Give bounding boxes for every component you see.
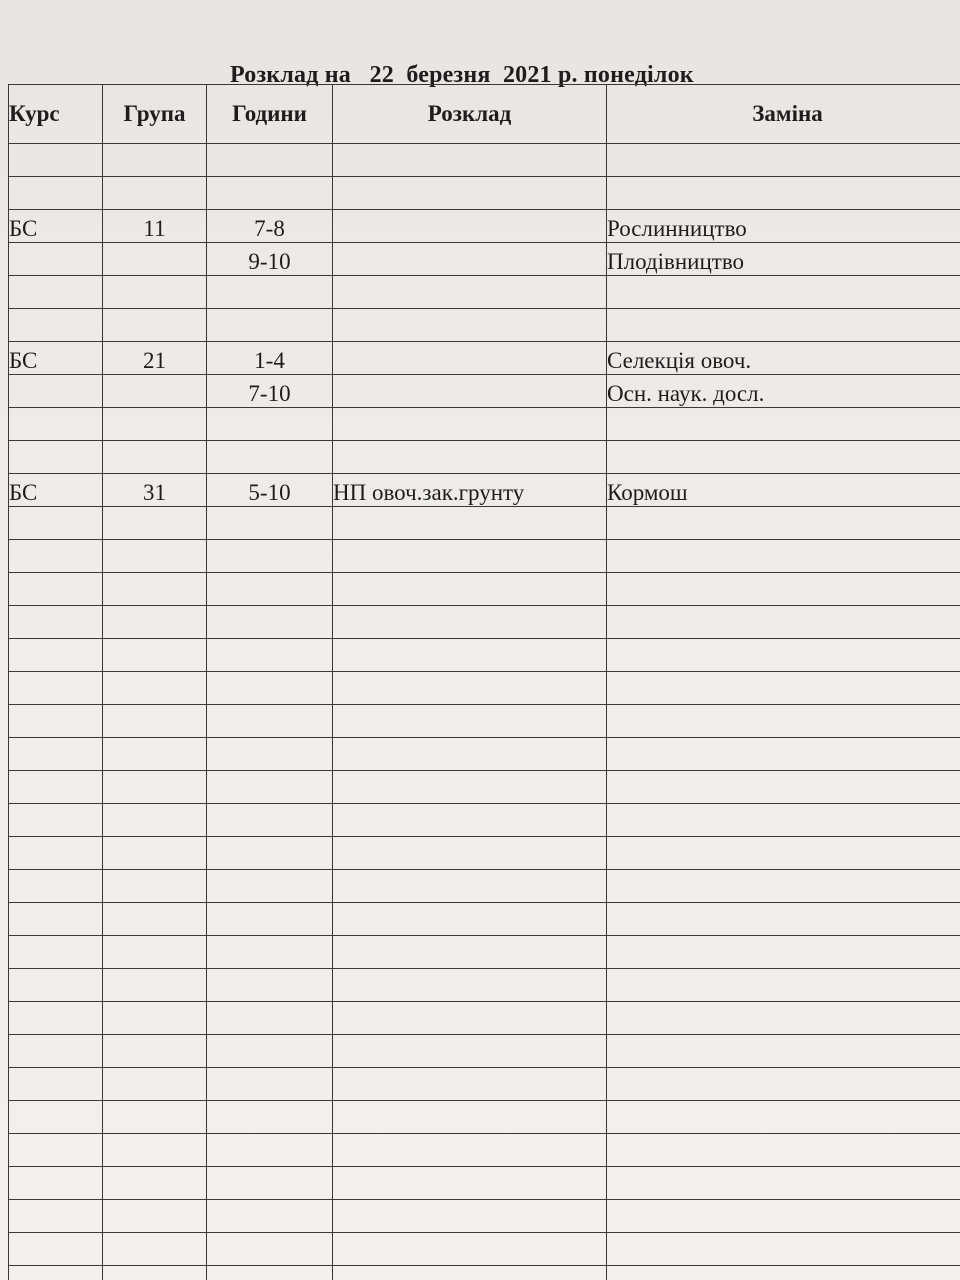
table-row: [9, 144, 960, 177]
cell-kurs: [9, 738, 103, 771]
column-header-zamina: Заміна: [607, 85, 960, 144]
cell-hodyny: 7-10: [207, 375, 333, 408]
cell-kurs: [9, 1101, 103, 1134]
cell-zamina: [607, 1101, 960, 1134]
cell-grupa: [103, 540, 207, 573]
cell-grupa: [103, 969, 207, 1002]
cell-grupa: [103, 936, 207, 969]
cell-kurs: [9, 639, 103, 672]
cell-rozklad: [333, 342, 607, 375]
cell-zamina: [607, 309, 960, 342]
cell-rozklad: [333, 1002, 607, 1035]
cell-rozklad: [333, 969, 607, 1002]
cell-hodyny: [207, 1134, 333, 1167]
table-row: [9, 672, 960, 705]
table-row: [9, 276, 960, 309]
cell-hodyny: [207, 144, 333, 177]
cell-grupa: [103, 1167, 207, 1200]
cell-kurs: [9, 1266, 103, 1280]
cell-rozklad: [333, 1167, 607, 1200]
cell-rozklad: [333, 276, 607, 309]
cell-hodyny: [207, 1233, 333, 1266]
table-row: [9, 408, 960, 441]
cell-kurs: [9, 969, 103, 1002]
cell-grupa: [103, 243, 207, 276]
cell-hodyny: 9-10: [207, 243, 333, 276]
cell-grupa: [103, 1002, 207, 1035]
cell-rozklad: [333, 837, 607, 870]
table-row: [9, 573, 960, 606]
cell-rozklad: [333, 738, 607, 771]
table-row: [9, 441, 960, 474]
table-row: [9, 771, 960, 804]
cell-kurs: [9, 243, 103, 276]
header-row: [9, 85, 960, 144]
cell-hodyny: [207, 540, 333, 573]
cell-grupa: [103, 177, 207, 210]
cell-rozklad: [333, 375, 607, 408]
column-header-hodyny: Години: [207, 85, 333, 144]
column-header-rozklad: Розклад: [333, 85, 607, 144]
cell-hodyny: [207, 177, 333, 210]
cell-grupa: [103, 507, 207, 540]
cell-zamina: [607, 1233, 960, 1266]
table-row: [9, 639, 960, 672]
table-row: [9, 540, 960, 573]
cell-kurs: [9, 1233, 103, 1266]
cell-rozklad: [333, 903, 607, 936]
cell-zamina: [607, 177, 960, 210]
cell-zamina: [607, 1266, 960, 1280]
cell-rozklad: [333, 1200, 607, 1233]
cell-grupa: [103, 804, 207, 837]
table-row: [9, 1002, 960, 1035]
cell-grupa: [103, 408, 207, 441]
cell-kurs: [9, 870, 103, 903]
cell-zamina: [607, 1068, 960, 1101]
cell-zamina: [607, 771, 960, 804]
cell-grupa: [103, 573, 207, 606]
cell-kurs: [9, 375, 103, 408]
cell-grupa: [103, 738, 207, 771]
table-row: [9, 870, 960, 903]
cell-rozklad: [333, 540, 607, 573]
cell-kurs: БС: [9, 342, 103, 375]
table-row: [9, 1068, 960, 1101]
cell-rozklad: [333, 1035, 607, 1068]
cell-zamina: [607, 1167, 960, 1200]
cell-hodyny: [207, 1101, 333, 1134]
cell-hodyny: [207, 804, 333, 837]
cell-hodyny: [207, 639, 333, 672]
cell-kurs: БС: [9, 474, 103, 507]
cell-zamina: Плодівництво: [607, 243, 960, 276]
cell-grupa: [103, 1134, 207, 1167]
cell-zamina: [607, 936, 960, 969]
cell-hodyny: [207, 1200, 333, 1233]
column-header-grupa: Група: [103, 85, 207, 144]
table-row: [9, 177, 960, 210]
cell-kurs: [9, 144, 103, 177]
table-row: [9, 474, 960, 507]
cell-grupa: 11: [103, 210, 207, 243]
cell-hodyny: [207, 705, 333, 738]
cell-hodyny: [207, 507, 333, 540]
table-row: [9, 1233, 960, 1266]
cell-rozklad: [333, 507, 607, 540]
cell-rozklad: [333, 573, 607, 606]
cell-kurs: [9, 771, 103, 804]
cell-rozklad: [333, 243, 607, 276]
cell-zamina: [607, 276, 960, 309]
cell-zamina: [607, 969, 960, 1002]
cell-zamina: [607, 1134, 960, 1167]
cell-hodyny: [207, 903, 333, 936]
cell-grupa: [103, 1233, 207, 1266]
cell-kurs: [9, 903, 103, 936]
cell-hodyny: [207, 276, 333, 309]
cell-rozklad: [333, 771, 607, 804]
table-row: [9, 342, 960, 375]
cell-grupa: [103, 870, 207, 903]
cell-rozklad: [333, 441, 607, 474]
cell-kurs: БС: [9, 210, 103, 243]
cell-grupa: [103, 705, 207, 738]
cell-kurs: [9, 606, 103, 639]
cell-rozklad: [333, 639, 607, 672]
schedule-body: [9, 144, 960, 1280]
table-row: [9, 1035, 960, 1068]
cell-grupa: 31: [103, 474, 207, 507]
cell-grupa: [103, 441, 207, 474]
cell-hodyny: [207, 573, 333, 606]
cell-hodyny: 1-4: [207, 342, 333, 375]
cell-grupa: [103, 606, 207, 639]
cell-zamina: [607, 705, 960, 738]
cell-hodyny: [207, 969, 333, 1002]
cell-hodyny: [207, 738, 333, 771]
cell-rozklad: [333, 177, 607, 210]
cell-zamina: [607, 1035, 960, 1068]
cell-zamina: Селекція овоч.: [607, 342, 960, 375]
cell-kurs: [9, 177, 103, 210]
cell-grupa: 21: [103, 342, 207, 375]
cell-grupa: [103, 1266, 207, 1280]
cell-rozklad: [333, 408, 607, 441]
cell-grupa: [103, 309, 207, 342]
cell-zamina: Кормош: [607, 474, 960, 507]
schedule-table: [8, 84, 960, 1280]
table-row: [9, 243, 960, 276]
table-row: [9, 606, 960, 639]
table-row: [9, 1101, 960, 1134]
cell-zamina: [607, 408, 960, 441]
cell-hodyny: [207, 1266, 333, 1280]
table-row: [9, 837, 960, 870]
cell-zamina: [607, 738, 960, 771]
cell-zamina: [607, 639, 960, 672]
cell-kurs: [9, 1200, 103, 1233]
cell-hodyny: [207, 672, 333, 705]
table-row: [9, 1134, 960, 1167]
cell-hodyny: [207, 936, 333, 969]
cell-rozklad: [333, 1134, 607, 1167]
cell-hodyny: [207, 837, 333, 870]
cell-kurs: [9, 1002, 103, 1035]
cell-grupa: [103, 672, 207, 705]
cell-kurs: [9, 1068, 103, 1101]
cell-rozklad: [333, 210, 607, 243]
cell-hodyny: [207, 408, 333, 441]
cell-zamina: [607, 144, 960, 177]
cell-kurs: [9, 276, 103, 309]
page-title: Розклад на 22 березня 2021 р. понеділок: [230, 62, 694, 88]
cell-zamina: [607, 903, 960, 936]
cell-rozklad: [333, 936, 607, 969]
cell-hodyny: [207, 870, 333, 903]
table-row: [9, 1200, 960, 1233]
cell-kurs: [9, 309, 103, 342]
cell-rozklad: [333, 804, 607, 837]
cell-rozklad: [333, 144, 607, 177]
cell-rozklad: [333, 870, 607, 903]
cell-rozklad: [333, 309, 607, 342]
cell-hodyny: 7-8: [207, 210, 333, 243]
cell-rozklad: [333, 1233, 607, 1266]
cell-hodyny: [207, 606, 333, 639]
cell-kurs: [9, 573, 103, 606]
cell-grupa: [103, 375, 207, 408]
cell-grupa: [103, 903, 207, 936]
table-row: [9, 969, 960, 1002]
cell-kurs: [9, 936, 103, 969]
table-row: [9, 507, 960, 540]
cell-kurs: [9, 1035, 103, 1068]
table-row: [9, 738, 960, 771]
cell-grupa: [103, 1200, 207, 1233]
table-row: [9, 375, 960, 408]
cell-rozklad: [333, 1266, 607, 1280]
cell-hodyny: [207, 1002, 333, 1035]
cell-kurs: [9, 804, 103, 837]
cell-grupa: [103, 771, 207, 804]
cell-hodyny: 5-10: [207, 474, 333, 507]
cell-kurs: [9, 441, 103, 474]
cell-hodyny: [207, 1167, 333, 1200]
cell-grupa: [103, 144, 207, 177]
cell-zamina: [607, 672, 960, 705]
cell-zamina: Осн. наук. досл.: [607, 375, 960, 408]
cell-hodyny: [207, 1035, 333, 1068]
cell-zamina: [607, 540, 960, 573]
table-row: [9, 1167, 960, 1200]
cell-zamina: [607, 837, 960, 870]
cell-zamina: [607, 1002, 960, 1035]
table-row: [9, 936, 960, 969]
cell-rozklad: [333, 1068, 607, 1101]
cell-kurs: [9, 408, 103, 441]
cell-rozklad: [333, 672, 607, 705]
cell-kurs: [9, 507, 103, 540]
table-row: [9, 705, 960, 738]
table-row: [9, 309, 960, 342]
cell-grupa: [103, 639, 207, 672]
cell-rozklad: НП овоч.зак.грунту: [333, 474, 607, 507]
cell-kurs: [9, 1134, 103, 1167]
cell-zamina: [607, 441, 960, 474]
cell-zamina: [607, 573, 960, 606]
cell-hodyny: [207, 1068, 333, 1101]
cell-kurs: [9, 705, 103, 738]
cell-grupa: [103, 837, 207, 870]
table-row: [9, 903, 960, 936]
cell-zamina: [607, 507, 960, 540]
column-header-kurs: Курс: [9, 85, 103, 144]
cell-zamina: Рослинництво: [607, 210, 960, 243]
cell-hodyny: [207, 309, 333, 342]
cell-grupa: [103, 1101, 207, 1134]
cell-kurs: [9, 672, 103, 705]
table-row: [9, 210, 960, 243]
cell-grupa: [103, 1068, 207, 1101]
cell-grupa: [103, 1035, 207, 1068]
cell-zamina: [607, 1200, 960, 1233]
cell-rozklad: [333, 606, 607, 639]
cell-zamina: [607, 870, 960, 903]
cell-zamina: [607, 606, 960, 639]
cell-kurs: [9, 1167, 103, 1200]
cell-hodyny: [207, 441, 333, 474]
cell-kurs: [9, 540, 103, 573]
table-row: [9, 804, 960, 837]
cell-hodyny: [207, 771, 333, 804]
cell-rozklad: [333, 705, 607, 738]
cell-rozklad: [333, 1101, 607, 1134]
cell-kurs: [9, 837, 103, 870]
table-row: [9, 1266, 960, 1280]
cell-zamina: [607, 804, 960, 837]
cell-grupa: [103, 276, 207, 309]
